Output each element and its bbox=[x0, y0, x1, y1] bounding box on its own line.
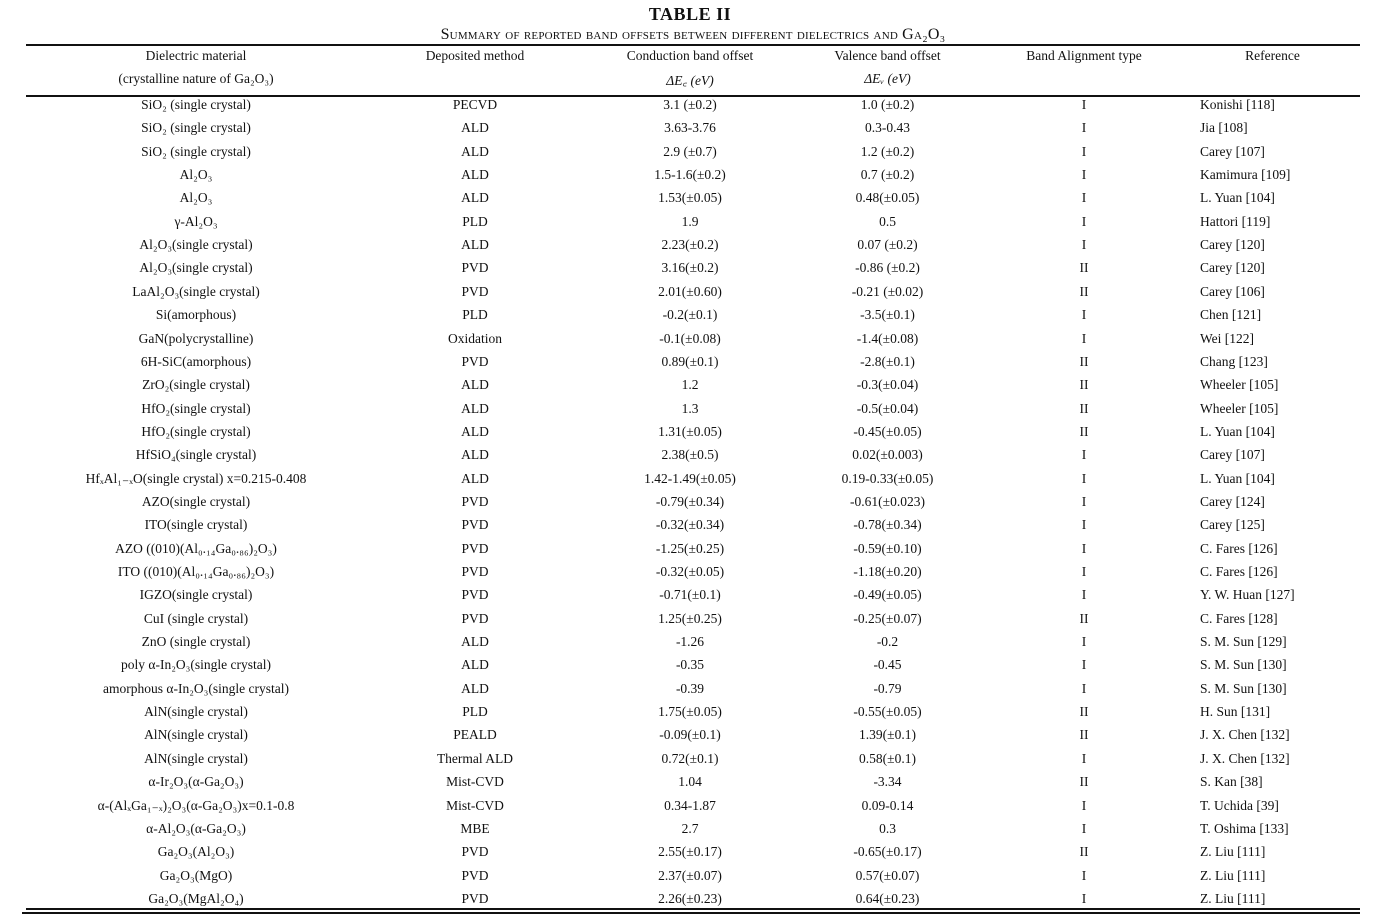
method-cell: ALD bbox=[461, 190, 489, 206]
reference-cell: Carey [107] bbox=[1200, 447, 1265, 463]
method-cell: PVD bbox=[461, 260, 489, 276]
table-row bbox=[0, 490, 1380, 513]
reference-cell: Z. Liu [111] bbox=[1200, 890, 1266, 906]
cbo-cell: 2.01(±0.60) bbox=[658, 283, 722, 299]
alignment-cell: II bbox=[1079, 610, 1089, 626]
cbo-cell: 1.53(±0.05) bbox=[658, 190, 722, 206]
method-cell: PLD bbox=[462, 704, 488, 720]
reference-cell: Z. Liu [111] bbox=[1200, 844, 1266, 860]
cbo-cell: -0.09(±0.1) bbox=[659, 727, 721, 743]
material-cell: amorphous α-In₂O₃(single crystal) bbox=[103, 680, 289, 696]
alignment-cell: II bbox=[1079, 727, 1089, 743]
method-cell: PVD bbox=[461, 844, 489, 860]
material-cell: α-Al₂O₃(α-Ga₂O₃) bbox=[146, 820, 246, 836]
reference-cell: Hattori [119] bbox=[1200, 213, 1271, 229]
alignment-cell: I bbox=[1081, 167, 1087, 183]
reference-cell: H. Sun [131] bbox=[1200, 704, 1271, 720]
material-cell: Al₂O₃(single crystal) bbox=[139, 260, 253, 276]
table-row bbox=[0, 140, 1380, 163]
vbo-cell: -1.18(±0.20) bbox=[853, 564, 922, 579]
method-cell: PLD bbox=[462, 213, 488, 229]
vbo-cell: 0.5 bbox=[879, 213, 896, 229]
vbo-cell: 0.19-0.33(±0.05) bbox=[841, 470, 934, 486]
cbo-cell: 3.63-3.76 bbox=[664, 120, 716, 136]
material-cell: AlN(single crystal) bbox=[144, 704, 248, 720]
header-method: Deposited method bbox=[425, 48, 525, 63]
reference-cell: Kamimura [109] bbox=[1200, 167, 1291, 183]
vbo-cell: -0.45(±0.05) bbox=[853, 423, 922, 439]
material-cell: α-Ir₂O₃(α-Ga₂O₃) bbox=[148, 774, 244, 790]
cbo-cell: -0.35 bbox=[675, 657, 705, 673]
material-cell: HfₓAl₁₋ₓO(single crystal) x=0.215-0.408 bbox=[85, 470, 307, 486]
alignment-cell: II bbox=[1079, 377, 1089, 393]
reference-cell: Carey [107] bbox=[1200, 143, 1265, 159]
alignment-cell: I bbox=[1081, 213, 1087, 229]
cbo-cell: 1.25(±0.25) bbox=[658, 610, 722, 626]
cbo-cell: 1.31(±0.05) bbox=[658, 423, 722, 439]
vbo-cell: -0.2 bbox=[876, 634, 899, 650]
table-row bbox=[0, 513, 1380, 536]
method-cell: Mist-CVD bbox=[446, 774, 504, 790]
reference-cell: Konishi [118] bbox=[1200, 97, 1275, 112]
material-cell: SiO₂ (single crystal) bbox=[141, 97, 251, 112]
top-rule bbox=[26, 44, 1360, 46]
alignment-cell: I bbox=[1081, 890, 1087, 906]
table-row bbox=[0, 256, 1380, 279]
cbo-cell: 3.16(±0.2) bbox=[661, 260, 719, 276]
method-cell: PVD bbox=[461, 283, 489, 299]
vbo-cell: 1.39(±0.1) bbox=[859, 727, 916, 743]
alignment-cell: II bbox=[1079, 353, 1089, 369]
cbo-cell: 2.26(±0.23) bbox=[658, 890, 722, 906]
reference-cell: C. Fares [126] bbox=[1200, 540, 1278, 556]
table-row bbox=[0, 280, 1380, 303]
vbo-cell: -0.49(±0.05) bbox=[853, 587, 922, 603]
cbo-cell: 2.9 (±0.7) bbox=[663, 143, 717, 159]
method-cell: PVD bbox=[461, 587, 489, 603]
material-cell: AZO ((010)(Al₀.₁₄Ga₀.₈₆)₂O₃) bbox=[115, 540, 277, 556]
reference-cell: S. M. Sun [130] bbox=[1200, 680, 1287, 696]
header-alignment: Band Alignment type bbox=[1026, 48, 1142, 63]
header-cbo: Conduction band offset bbox=[626, 48, 754, 63]
material-cell: HfSiO₄(single crystal) bbox=[135, 447, 257, 463]
material-cell: GaN(polycrystalline) bbox=[138, 330, 254, 346]
table-row bbox=[0, 864, 1380, 887]
cbo-cell: 1.04 bbox=[678, 774, 702, 790]
method-cell: ALD bbox=[461, 167, 489, 183]
cbo-cell: 0.34-1.87 bbox=[664, 797, 716, 813]
alignment-cell: I bbox=[1081, 867, 1087, 883]
cbo-cell: 2.37(±0.07) bbox=[658, 867, 722, 883]
vbo-cell: -1.4(±0.08) bbox=[856, 330, 919, 346]
reference-cell: Wheeler [105] bbox=[1200, 377, 1279, 393]
reference-cell: C. Fares [128] bbox=[1200, 610, 1278, 626]
cbo-cell: 0.89(±0.1) bbox=[661, 353, 719, 369]
alignment-cell: I bbox=[1081, 540, 1087, 556]
table-row bbox=[0, 210, 1380, 233]
alignment-cell: I bbox=[1081, 680, 1087, 696]
table-row bbox=[0, 653, 1380, 676]
alignment-cell: I bbox=[1081, 470, 1087, 486]
header-reference: Reference bbox=[1245, 48, 1300, 63]
cbo-cell: 0.72(±0.1) bbox=[661, 750, 719, 766]
cbo-cell: 2.7 bbox=[681, 820, 699, 836]
method-cell: ALD bbox=[461, 120, 489, 136]
alignment-cell: II bbox=[1079, 844, 1089, 860]
reference-cell: J. X. Chen [132] bbox=[1200, 727, 1290, 743]
table-row bbox=[0, 840, 1380, 863]
cbo-cell: 1.42-1.49(±0.05) bbox=[644, 470, 736, 486]
reference-cell: Wei [122] bbox=[1200, 330, 1255, 346]
vbo-cell: 0.3-0.43 bbox=[865, 120, 910, 136]
alignment-cell: I bbox=[1081, 493, 1087, 509]
alignment-cell: I bbox=[1081, 190, 1087, 206]
table-row bbox=[0, 303, 1380, 326]
table-label: TABLE II bbox=[648, 4, 732, 24]
vbo-cell: -0.59(±0.10) bbox=[853, 540, 922, 556]
reference-cell: L. Yuan [104] bbox=[1200, 423, 1275, 439]
reference-cell: Carey [120] bbox=[1200, 260, 1265, 276]
material-cell: Ga₂O₃(Al₂O₃) bbox=[157, 844, 235, 860]
vbo-cell: -3.34 bbox=[873, 774, 902, 790]
table-title: Summary of reported band offsets between different dielectrics and Ga₂O₃ bbox=[440, 26, 946, 43]
table-row bbox=[0, 186, 1380, 209]
alignment-cell: I bbox=[1081, 237, 1087, 253]
method-cell: PLD bbox=[462, 307, 488, 323]
material-cell: IGZO(single crystal) bbox=[139, 587, 253, 603]
method-cell: ALD bbox=[461, 680, 489, 696]
method-cell: PVD bbox=[461, 353, 489, 369]
table-row bbox=[0, 467, 1380, 490]
reference-cell: S. M. Sun [130] bbox=[1200, 657, 1287, 673]
method-cell: PECVD bbox=[452, 97, 498, 112]
table-row bbox=[0, 373, 1380, 396]
reference-cell: S. Kan [38] bbox=[1200, 774, 1263, 790]
material-cell: CuI (single crystal) bbox=[143, 610, 249, 626]
alignment-cell: I bbox=[1081, 330, 1087, 346]
method-cell: PVD bbox=[461, 493, 489, 509]
vbo-cell: -0.79 bbox=[873, 680, 902, 696]
reference-cell: Carey [106] bbox=[1200, 283, 1265, 299]
reference-cell: Jia [108] bbox=[1200, 120, 1248, 136]
bottom-rule-double bbox=[22, 912, 1360, 914]
cbo-cell: -0.39 bbox=[675, 680, 705, 696]
reference-cell: Chen [121] bbox=[1200, 307, 1262, 323]
material-cell: 6H-SiC(amorphous) bbox=[140, 353, 252, 369]
vbo-cell: 0.57(±0.07) bbox=[855, 867, 920, 883]
vbo-cell: 0.58(±0.1) bbox=[859, 750, 916, 766]
method-cell: ALD bbox=[461, 377, 489, 393]
table-row bbox=[0, 700, 1380, 723]
reference-cell: Chang [123] bbox=[1200, 353, 1268, 369]
material-cell: LaAl₂O₃(single crystal) bbox=[132, 283, 260, 299]
reference-cell: T. Uchida [39] bbox=[1200, 797, 1279, 813]
cbo-cell: -0.79(±0.34) bbox=[655, 493, 725, 509]
material-cell: HfO₂(single crystal) bbox=[141, 423, 251, 439]
vbo-cell: -0.45 bbox=[873, 657, 902, 673]
cbo-cell: 2.55(±0.17) bbox=[658, 844, 722, 860]
method-cell: Mist-CVD bbox=[446, 797, 504, 813]
method-cell: PEALD bbox=[453, 727, 497, 743]
table-row bbox=[0, 537, 1380, 560]
reference-cell: Y. W. Huan [127] bbox=[1200, 587, 1295, 603]
method-cell: PVD bbox=[461, 610, 489, 626]
vbo-cell: 0.64(±0.23) bbox=[855, 890, 920, 906]
method-cell: PVD bbox=[461, 890, 489, 906]
alignment-cell: II bbox=[1079, 260, 1089, 276]
method-cell: ALD bbox=[461, 143, 489, 159]
alignment-cell: II bbox=[1079, 774, 1089, 790]
vbo-cell: 0.48(±0.05) bbox=[855, 190, 920, 206]
vbo-cell: -0.3(±0.04) bbox=[856, 377, 919, 393]
reference-cell: T. Oshima [133] bbox=[1200, 820, 1289, 836]
material-cell: HfO₂(single crystal) bbox=[141, 400, 251, 416]
vbo-cell: 0.7 (±0.2) bbox=[860, 167, 915, 183]
alignment-cell: I bbox=[1081, 517, 1087, 533]
vbo-cell: -0.78(±0.34) bbox=[853, 517, 922, 533]
vbo-cell: 1.0 (±0.2) bbox=[860, 97, 915, 112]
table-row bbox=[0, 723, 1380, 746]
table-row bbox=[0, 443, 1380, 466]
vbo-cell: -0.61(±0.023) bbox=[850, 493, 925, 509]
cbo-cell: 3.1 (±0.2) bbox=[663, 97, 717, 112]
method-cell: ALD bbox=[461, 237, 489, 253]
material-cell: Si(amorphous) bbox=[155, 307, 237, 323]
method-cell: PVD bbox=[461, 867, 489, 883]
cbo-cell: -1.25(±0.25) bbox=[655, 540, 725, 556]
method-cell: PVD bbox=[461, 564, 489, 579]
vbo-cell: 0.09-0.14 bbox=[861, 797, 914, 813]
vbo-cell: 1.2 (±0.2) bbox=[860, 143, 915, 159]
table-row bbox=[0, 607, 1380, 630]
cbo-cell: 1.2 bbox=[681, 377, 699, 393]
material-cell: AlN(single crystal) bbox=[144, 727, 248, 743]
method-cell: ALD bbox=[461, 423, 489, 439]
table-row bbox=[0, 116, 1380, 139]
material-cell: γ-Al₂O₃ bbox=[174, 213, 218, 229]
method-cell: ALD bbox=[461, 447, 489, 463]
header-vbo: Valence band offset bbox=[834, 48, 941, 63]
method-cell: ALD bbox=[461, 400, 489, 416]
header-material-note: (crystalline nature of Ga₂O₃) bbox=[118, 71, 274, 86]
table-row bbox=[0, 817, 1380, 840]
table-row bbox=[0, 327, 1380, 350]
material-cell: Ga₂O₃(MgO) bbox=[159, 867, 233, 883]
material-cell: SiO₂ (single crystal) bbox=[141, 120, 251, 136]
vbo-cell: -0.21 (±0.02) bbox=[851, 283, 924, 299]
reference-cell: Wheeler [105] bbox=[1200, 400, 1279, 416]
reference-cell: J. X. Chen [132] bbox=[1200, 750, 1290, 766]
table-row bbox=[0, 630, 1380, 653]
method-cell: Oxidation bbox=[448, 330, 502, 346]
reference-cell: C. Fares [126] bbox=[1200, 564, 1278, 579]
reference-cell: Z. Liu [111] bbox=[1200, 867, 1266, 883]
cbo-cell: 1.75(±0.05) bbox=[658, 704, 722, 720]
alignment-cell: I bbox=[1081, 634, 1087, 650]
method-cell: ALD bbox=[461, 634, 489, 650]
alignment-cell: II bbox=[1079, 704, 1089, 720]
cbo-cell: -0.2(±0.1) bbox=[662, 307, 718, 323]
alignment-cell: I bbox=[1081, 587, 1087, 603]
alignment-cell: I bbox=[1081, 820, 1087, 836]
cbo-cell: 2.38(±0.5) bbox=[661, 447, 719, 463]
reference-cell: L. Yuan [104] bbox=[1200, 190, 1275, 206]
table-row bbox=[0, 560, 1380, 583]
alignment-cell: I bbox=[1081, 97, 1087, 112]
material-cell: AlN(single crystal) bbox=[144, 750, 248, 766]
material-cell: AZO(single crystal) bbox=[141, 493, 251, 509]
alignment-cell: I bbox=[1081, 750, 1087, 766]
material-cell: SiO₂ (single crystal) bbox=[141, 143, 251, 159]
table-row bbox=[0, 233, 1380, 256]
alignment-cell: I bbox=[1081, 564, 1087, 579]
material-cell: ZrO₂(single crystal) bbox=[142, 377, 250, 393]
method-cell: PVD bbox=[461, 540, 489, 556]
table-row bbox=[0, 350, 1380, 373]
material-cell: Al₂O₃(single crystal) bbox=[139, 237, 253, 253]
material-cell: ITO ((010)(Al₀.₁₄Ga₀.₈₆)₂O₃) bbox=[117, 564, 275, 579]
alignment-cell: II bbox=[1079, 423, 1089, 439]
material-cell: ZnO (single crystal) bbox=[141, 634, 251, 650]
vbo-cell: -0.65(±0.17) bbox=[853, 844, 922, 860]
cbo-cell: -0.1(±0.08) bbox=[659, 330, 721, 346]
vbo-cell: -0.5(±0.04) bbox=[856, 400, 919, 416]
material-cell: Ga₂O₃(MgAl₂O₄) bbox=[148, 890, 244, 906]
method-cell: MBE bbox=[460, 820, 490, 836]
alignment-cell: I bbox=[1081, 307, 1087, 323]
vbo-cell: -0.86 (±0.2) bbox=[855, 260, 920, 276]
header-material: Dielectric material bbox=[145, 48, 247, 63]
alignment-cell: I bbox=[1081, 657, 1087, 673]
table-row bbox=[0, 887, 1380, 910]
table-row bbox=[0, 163, 1380, 186]
vbo-cell: -0.55(±0.05) bbox=[853, 704, 922, 720]
header-cbo-symbol: ΔE꜀ (eV) bbox=[666, 73, 714, 88]
alignment-cell: I bbox=[1081, 120, 1087, 136]
method-cell: ALD bbox=[461, 657, 489, 673]
material-cell: Al₂O₃ bbox=[179, 190, 213, 206]
cbo-cell: -1.26 bbox=[675, 634, 705, 650]
bottom-rule bbox=[26, 908, 1360, 910]
alignment-cell: I bbox=[1081, 797, 1087, 813]
vbo-cell: -2.8(±0.1) bbox=[860, 353, 915, 369]
cbo-cell: -0.32(±0.34) bbox=[655, 517, 725, 533]
cbo-cell: 2.23(±0.2) bbox=[661, 237, 719, 253]
header-vbo-symbol: ΔEᵥ (eV) bbox=[864, 71, 911, 86]
alignment-cell: I bbox=[1081, 447, 1087, 463]
material-cell: α-(AlₓGa₁₋ₓ)₂O₃(α-Ga₂O₃)x=0.1-0.8 bbox=[97, 797, 295, 813]
table-row bbox=[0, 420, 1380, 443]
material-cell: Al₂O₃ bbox=[179, 167, 213, 183]
table-row bbox=[0, 794, 1380, 817]
vbo-cell: 0.02(±0.003) bbox=[852, 447, 923, 463]
table-row bbox=[0, 93, 1380, 116]
table-row bbox=[0, 770, 1380, 793]
reference-cell: Carey [125] bbox=[1200, 517, 1265, 533]
reference-cell: Carey [124] bbox=[1200, 493, 1265, 509]
vbo-cell: -3.5(±0.1) bbox=[860, 307, 915, 323]
reference-cell: S. M. Sun [129] bbox=[1200, 634, 1287, 650]
method-cell: Thermal ALD bbox=[436, 750, 514, 766]
table-row bbox=[0, 397, 1380, 420]
vbo-cell: 0.07 (±0.2) bbox=[857, 237, 918, 253]
reference-cell: L. Yuan [104] bbox=[1200, 470, 1275, 486]
cbo-cell: 1.3 bbox=[681, 400, 699, 416]
material-cell: ITO(single crystal) bbox=[144, 517, 248, 533]
material-cell: poly α-In₂O₃(single crystal) bbox=[121, 657, 271, 673]
cbo-cell: 1.5-1.6(±0.2) bbox=[654, 167, 726, 183]
cbo-cell: -0.32(±0.05) bbox=[655, 564, 725, 579]
vbo-cell: 0.3 bbox=[879, 820, 896, 836]
vbo-cell: -0.25(±0.07) bbox=[853, 610, 922, 626]
cbo-cell: 1.9 bbox=[681, 213, 699, 229]
table-row bbox=[0, 747, 1380, 770]
alignment-cell: I bbox=[1081, 143, 1087, 159]
method-cell: PVD bbox=[461, 517, 489, 533]
reference-cell: Carey [120] bbox=[1200, 237, 1265, 253]
table-row bbox=[0, 583, 1380, 606]
table-row bbox=[0, 677, 1380, 700]
alignment-cell: II bbox=[1079, 283, 1089, 299]
cbo-cell: -0.71(±0.1) bbox=[659, 587, 721, 603]
alignment-cell: II bbox=[1079, 400, 1089, 416]
method-cell: ALD bbox=[461, 470, 489, 486]
